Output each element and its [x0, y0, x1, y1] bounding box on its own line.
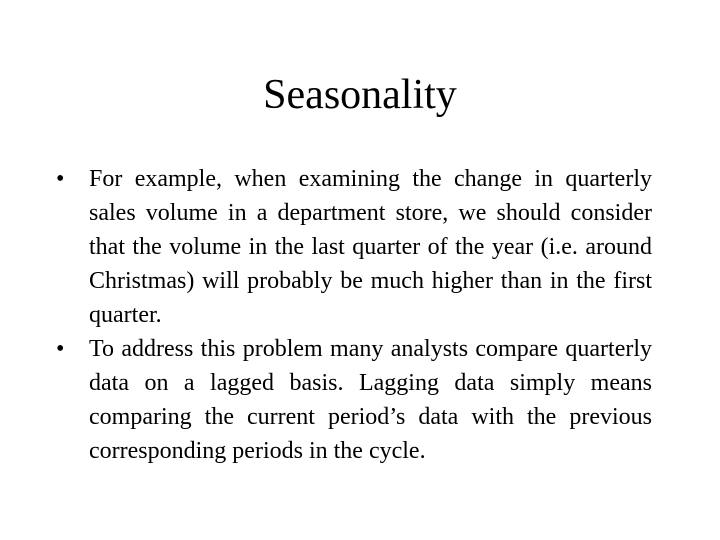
bullet-icon: • — [56, 166, 65, 192]
bullet-icon: • — [56, 336, 65, 362]
bullet-list — [56, 162, 652, 468]
bullet-item — [56, 332, 652, 468]
slide-title: Seasonality — [263, 72, 457, 118]
bullet-text: To address this problem many analysts compare quarterly data on a lagged basis. Lagging data simply means comparing the current period’s data with the previous corresponding periods in the cycle. — [89, 336, 652, 464]
bullet-item — [56, 162, 652, 332]
bullet-text: For example, when examining the change in quarterly sales volume in a department store, we should consider that the volume in the last quarter of the year (i.e. around Christmas) will probably be much higher than in the first quarter. — [89, 166, 652, 328]
